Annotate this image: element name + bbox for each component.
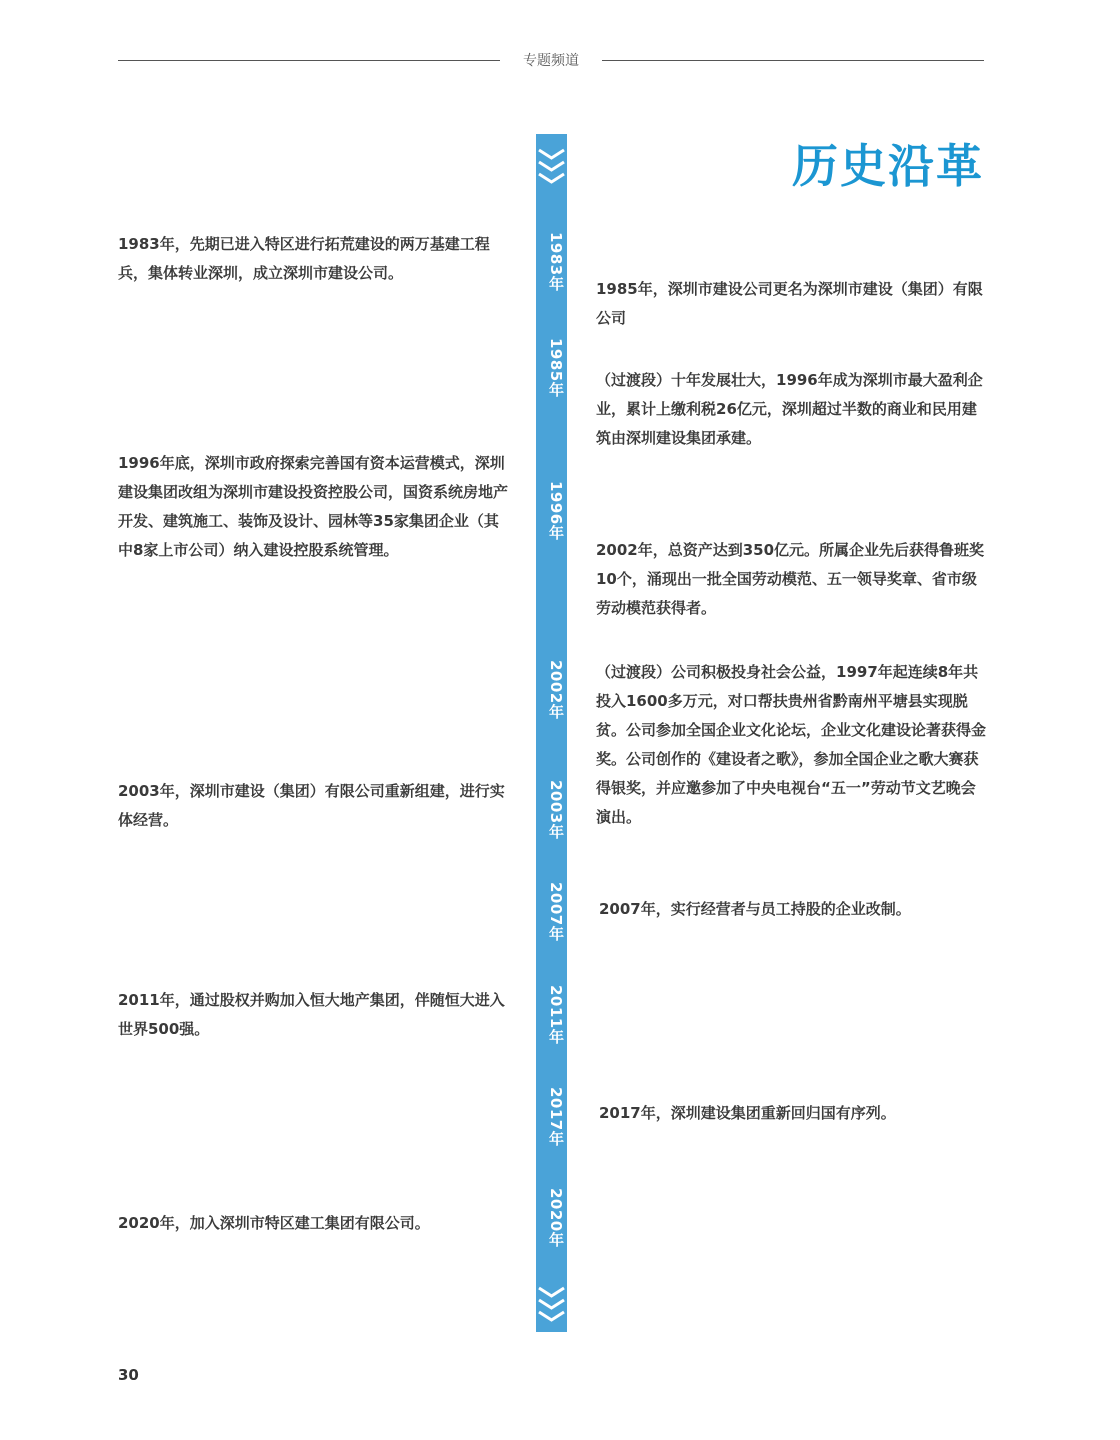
chevron-down-icon [536, 146, 567, 188]
year-label-2003: 2003年 [547, 780, 565, 840]
header-label: 专题频道 [523, 53, 579, 69]
year-label-1985: 1985年 [547, 338, 565, 398]
year-label-2007: 2007年 [547, 882, 565, 942]
timeline-spine [536, 134, 567, 1332]
timeline-entry-2020: 2020年，加入深圳市特区建工集团有限公司。 [118, 1214, 430, 1232]
timeline-entry-transition-1996: （过渡段）十年发展壮大，1996年成为深圳市最大盈利企业，累计上缴利税26亿元，深圳超过半数的商业和民用建筑由深圳建设集团承建。 [596, 371, 983, 447]
timeline-entry-2017: 2017年，深圳建设集团重新回归国有序列。 [599, 1104, 896, 1122]
timeline-entry-transition-charity: （过渡段）公司积极投身社会公益，1997年起连续8年共投入1600多万元，对口帮扶贵州省黔南州平塘县实现脱贫。公司参加全国企业文化论坛，企业文化建设论著获得金奖。公司创作的《建设者之歌》，参加全国企业之歌大赛获得银奖，并应邀参加了中央电视台“五一”劳动节文艺晚会演出。 [596, 663, 987, 826]
timeline-entry-1996: 1996年底，深圳市政府探索完善国有资本运营模式，深圳建设集团改组为深圳市建设投资控股公司，国资系统房地产开发、建筑施工、装饰及设计、园林等35家集团企业（其中8家上市公司）纳入建设控股系统管理。 [118, 454, 509, 559]
year-label-2002: 2002年 [547, 660, 565, 720]
page-number: 30 [118, 1366, 139, 1384]
timeline-entry-1983: 1983年，先期已进入特区进行拓荒建设的两万基建工程兵，集体转业深圳，成立深圳市建设公司。 [118, 235, 490, 282]
timeline-entry-2007: 2007年，实行经营者与员工持股的企业改制。 [599, 900, 911, 918]
timeline-entry-2003: 2003年，深圳市建设（集团）有限公司重新组建，进行实体经营。 [118, 782, 505, 829]
header-rule-right [602, 60, 984, 61]
timeline-entry-2011: 2011年，通过股权并购加入恒大地产集团，伴随恒大进入世界500强。 [118, 991, 505, 1038]
year-label-2020: 2020年 [547, 1188, 565, 1248]
chevron-down-icon [536, 1284, 567, 1326]
section-title: 历史沿革 [792, 139, 984, 193]
year-label-1983: 1983年 [547, 232, 565, 292]
year-label-2011: 2011年 [547, 985, 565, 1045]
timeline-entry-2002: 2002年，总资产达到350亿元。所属企业先后获得鲁班奖10个，涌现出一批全国劳动模范、五一领导奖章、省市级劳动模范获得者。 [596, 541, 985, 617]
timeline-entry-1985: 1985年，深圳市建设公司更名为深圳市建设（集团）有限公司 [596, 280, 983, 327]
header-rule-left [118, 60, 500, 61]
year-label-1996: 1996年 [547, 481, 565, 541]
year-label-2017: 2017年 [547, 1087, 565, 1147]
